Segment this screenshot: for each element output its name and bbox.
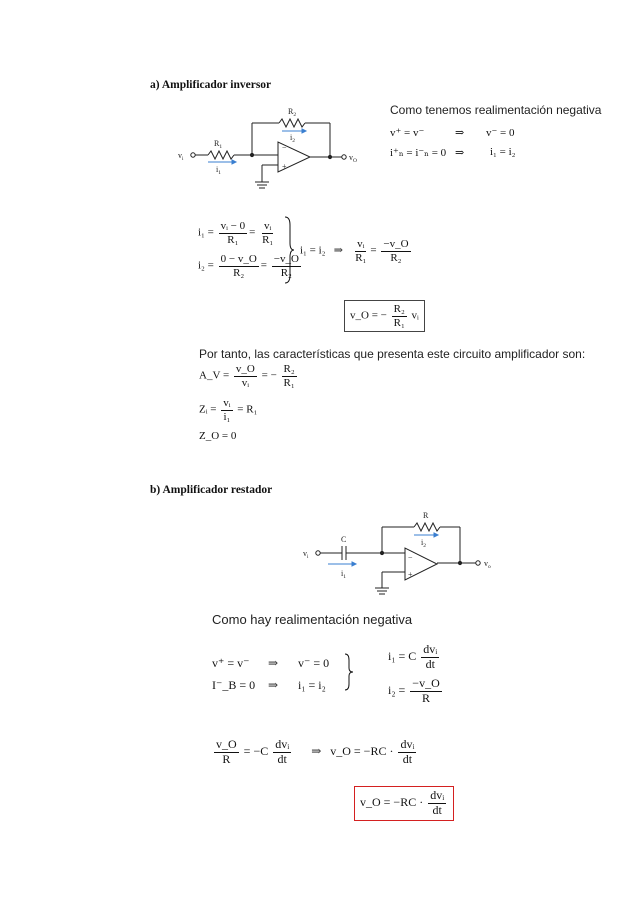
input-impedance: Zᵢ = $\frac{\text{vᵢ}}{\text{i₁}}$ = R₁: [199, 397, 258, 423]
svg-text:vO: $v_O$: [349, 153, 357, 164]
equation-i1: i₁ = $\frac{\text{vᵢ − 0}}{\text{R₁}}$ = $\frac{\text{vᵢ}}{\text{R₁}}$: [198, 220, 274, 246]
svg-text:+: +: [282, 162, 287, 171]
svg-text:i2: $i_2$: [290, 133, 295, 144]
condition-1-left: v⁺ = v⁻: [390, 127, 425, 139]
svg-text:i1: $i_1$: [341, 569, 346, 580]
condition-1-right: v⁻ = 0: [486, 127, 515, 139]
svg-text:+: +: [408, 570, 413, 579]
implies-arrow: ⇒: [268, 678, 279, 692]
equation-i2: i₂ = $\frac{0 - v\_O}{\text{R₂}}$ = $\frac{-v\_O}{\text{R₂}}$: [198, 253, 299, 279]
svg-text:i2: $i_2$: [421, 538, 426, 549]
input-terminal: [316, 551, 320, 555]
brace-result: i₁ = i₂ ⇒ $\frac{\text{vᵢ}}{\text{R₁}}$ = $\frac{-v\_O}{\text{R₂}}$: [300, 238, 409, 264]
condition-1-left: v⁺ = v⁻: [212, 656, 250, 670]
svg-text:C: C: [341, 535, 347, 544]
resistor-r: [414, 523, 440, 531]
characteristics-intro: Por tanto, las características que presenta este circuito amplificador son:: [199, 347, 586, 361]
output-terminal: [476, 561, 480, 565]
right-brace: [343, 652, 355, 692]
condition-2-left: i⁺ₙ = i⁻ₙ = 0: [390, 147, 447, 159]
svg-text:R2: $R_2$: [288, 107, 297, 118]
svg-text:R1: $R_1$: [214, 139, 223, 150]
condition-2-right: i₁ = i₂: [490, 146, 516, 158]
svg-text:i1: $i_1$: [216, 165, 221, 176]
voltage-gain: A_V = $\frac{v\_O}{\text{vᵢ}}$ = − $\frac{\text{R₂}}{\text{R₁}}$: [199, 363, 295, 389]
intro-text-a: Como tenemos realimentación negativa: [390, 103, 602, 117]
condition-2-right: i₁ = i₂: [298, 678, 326, 692]
output-impedance: Z_O = 0: [199, 430, 237, 442]
implies-arrow: ⇒: [455, 127, 465, 139]
result-box-a: v_O = − $\frac{\text{R₂}}{\text{R₁}}$ vᵢ: [344, 300, 425, 332]
condition-2-left: I⁻_B = 0: [212, 678, 256, 692]
equation-i2: i₂ = $\frac{-v\_O}{R}$: [388, 676, 440, 705]
section-a-heading: a) Amplificador inversor: [150, 79, 272, 91]
svg-text:vi: $v_i$: [303, 549, 309, 560]
implies-arrow: ⇒: [455, 147, 465, 159]
svg-text:R: R: [423, 511, 429, 520]
svg-text:vi: $v_i$: [178, 151, 184, 162]
implies-arrow: ⇒: [268, 656, 279, 670]
derivation-equation: $\frac{v\_O}{R}$ = −C $\frac{\text{dvᵢ}}{dt}$ ⇒ v_O = −RC · $\frac{\text{dvᵢ}}{dt}$: [216, 737, 415, 766]
final-result-box: v_O = −RC · $\frac{\text{dvᵢ}}{dt}$: [354, 786, 454, 821]
condition-1-right: v⁻ = 0: [298, 656, 330, 670]
section-b-heading: b) Amplificador restador: [150, 484, 273, 496]
svg-text:−: −: [282, 143, 287, 152]
equation-i1: i₁ = C $\frac{\text{dvᵢ}}{dt}$: [388, 642, 438, 671]
svg-text:−: −: [408, 553, 413, 562]
svg-text:vo: $v_o$: [484, 559, 491, 570]
intro-text-b: Como hay realimentación negativa: [212, 612, 413, 627]
